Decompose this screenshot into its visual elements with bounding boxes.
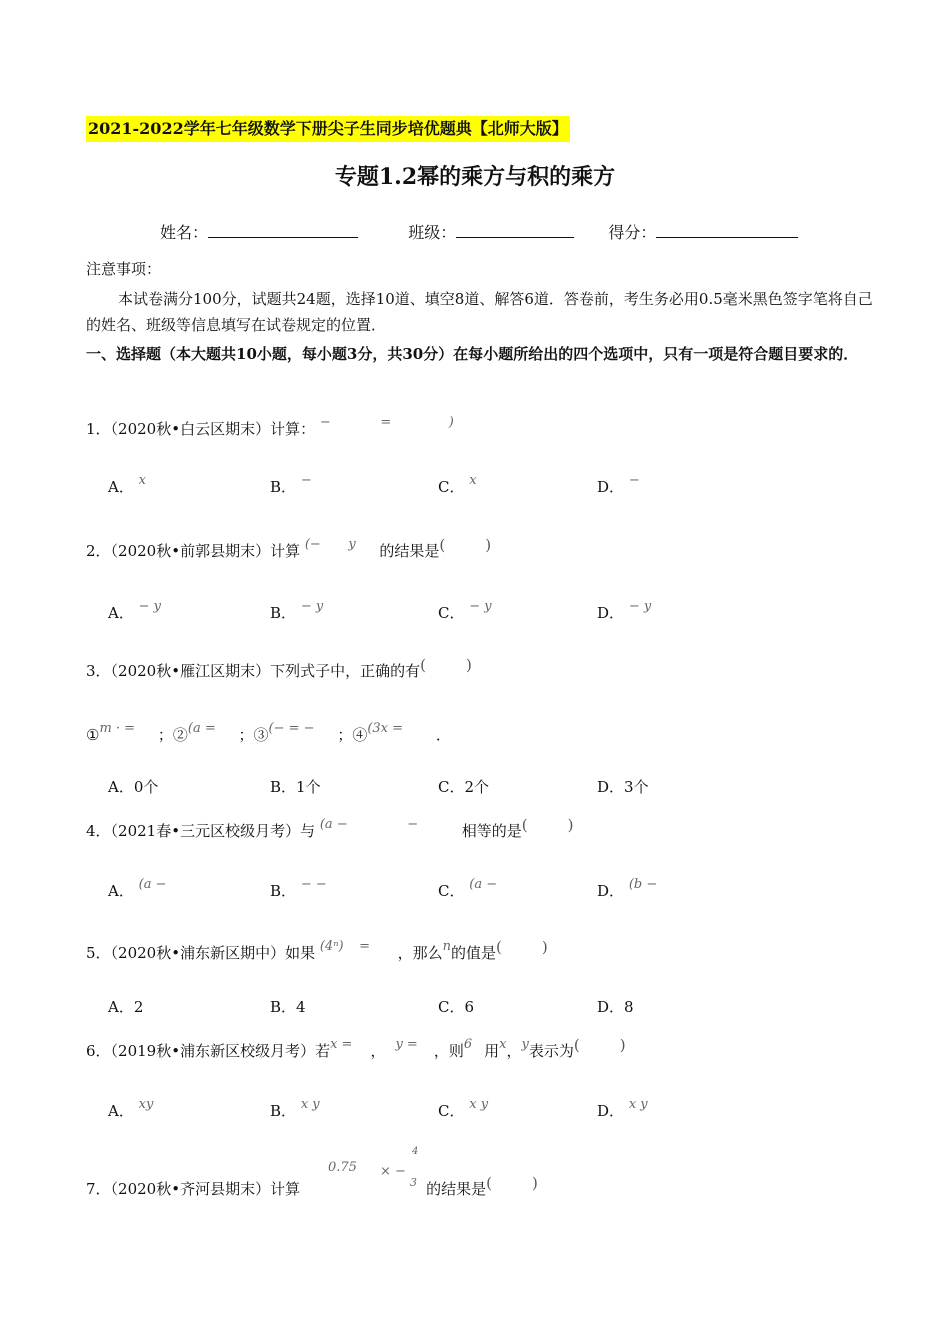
question-2	[86, 536, 492, 561]
option-b[interactable]: B．1个	[270, 778, 321, 796]
math-expr: −	[407, 817, 419, 832]
math-var: x	[499, 1037, 507, 1052]
answer-paren: )	[465, 656, 472, 674]
option-a[interactable]: A．2	[108, 998, 144, 1016]
option-a[interactable]: A． − y	[108, 599, 161, 622]
question-stem: 1．（2020秋•白云区期末）计算：	[86, 420, 316, 438]
math-var: n	[442, 939, 451, 954]
math-expr: y	[348, 537, 356, 552]
math-expr: 3	[410, 1176, 417, 1189]
question-3	[86, 656, 472, 681]
math-expr: =	[380, 415, 392, 430]
question-stem: 2．（2020秋•前郭县期末）计算	[86, 542, 301, 560]
question-tail: 的结果是	[426, 1180, 487, 1198]
math-expr: (−	[304, 537, 321, 552]
section-heading: 一、选择题（本大题共10小题，每小题3分，共30分）在每小题所给出的四个选项中，只有一项是符合题目要求的．	[86, 345, 859, 363]
option-a[interactable]: A． xy	[108, 1097, 154, 1120]
answer-paren: (	[439, 536, 446, 554]
math-expr: (3x =	[367, 721, 404, 736]
notes-text: 本试卷满分100分，试题共24题，选择10道、填空8道、解答6道．答卷前，考生务必用0.5毫米黑色签字笔将自己的姓名、班级等信息填写在试卷规定的位置．	[86, 290, 873, 334]
answer-paren: )	[531, 1174, 538, 1192]
option-a[interactable]: A． (a −	[108, 877, 167, 900]
question-stem: 6．（2019秋•浦东新区校级月考）若	[86, 1042, 331, 1060]
option-d[interactable]: D． − y	[597, 599, 652, 622]
question-stem: 5．（2020秋•浦东新区期中）如果	[86, 944, 316, 962]
option-d[interactable]: D． x y	[597, 1097, 648, 1120]
option-b[interactable]: B． − −	[270, 877, 327, 900]
math-var: y	[521, 1037, 529, 1052]
math-expr: y =	[395, 1037, 418, 1052]
answer-paren: )	[619, 1036, 626, 1054]
math-expr: −	[319, 415, 331, 430]
question-stem: 3．（2020秋•雁江区期末）下列式子中，正确的有	[86, 662, 421, 680]
math-expr: x =	[330, 1037, 353, 1052]
question-5	[86, 938, 548, 963]
answer-paren: (	[521, 816, 528, 834]
math-expr: (4ⁿ)	[319, 939, 344, 954]
score-label: 得分：	[608, 223, 657, 242]
page-title: 专题1.2幂的乘方与积的乘方	[334, 164, 616, 190]
math-expr: m · =	[99, 721, 136, 736]
option-c[interactable]: C． − y	[438, 599, 492, 622]
question-6: 6．（2019秋•浦东新区校级月考）若x = ， y = ，则6 用x，y表示为( )	[86, 1036, 626, 1060]
answer-paren: (	[420, 656, 426, 674]
question-tail: 相等的是	[461, 822, 522, 840]
question-1	[86, 415, 454, 439]
math-expr: 4	[412, 1146, 419, 1157]
math-expr: (a −	[319, 817, 348, 832]
question-tail: 的结果是	[379, 542, 440, 560]
answer-paren: )	[541, 938, 548, 956]
math-expr: (a =	[187, 721, 216, 736]
name-field[interactable]	[208, 223, 358, 238]
question-stem: 4．（2021春•三元区校级月考）与	[86, 822, 316, 840]
answer-paren: (	[486, 1174, 492, 1192]
class-field[interactable]	[456, 223, 574, 238]
math-expr: 0.75	[328, 1160, 357, 1175]
math-expr: =	[359, 939, 371, 954]
answer-paren: (	[495, 938, 502, 956]
question-3-statements: ①m · = ；②(a = ；③(− = − ；④(3x = ．	[86, 721, 451, 744]
option-b[interactable]: B． − y	[270, 599, 324, 622]
notes-title: 注意事项：	[86, 260, 162, 278]
answer-paren: )	[485, 536, 492, 554]
math-var: 6	[463, 1037, 473, 1052]
option-d[interactable]: D． (b −	[597, 877, 658, 900]
option-c[interactable]: C． (a −	[438, 877, 498, 900]
score-field[interactable]	[656, 223, 798, 238]
option-c[interactable]: C． x y	[438, 1097, 489, 1120]
student-info-row	[160, 220, 798, 243]
name-label: 姓名：	[160, 223, 209, 242]
math-expr: (− = −	[268, 721, 315, 736]
option-d[interactable]: D．8	[597, 998, 634, 1016]
option-a[interactable]: A．0个	[108, 778, 159, 796]
notes-body	[86, 286, 876, 338]
question-stem: 7．（2020秋•齐河县期末）计算	[86, 1180, 301, 1198]
math-expr: )	[448, 415, 454, 430]
option-a[interactable]: A． x	[108, 473, 146, 496]
question-7	[86, 1174, 538, 1199]
option-c[interactable]: C． x	[438, 473, 477, 496]
math-expr: × −	[380, 1164, 406, 1179]
option-b[interactable]: B． x y	[270, 1097, 320, 1120]
answer-paren: (	[573, 1036, 580, 1054]
question-tail: 的值是	[450, 944, 496, 962]
option-c[interactable]: C．2个	[438, 778, 490, 796]
option-b[interactable]: B． −	[270, 473, 312, 496]
question-4	[86, 816, 574, 841]
class-label: 班级：	[408, 223, 457, 242]
option-d[interactable]: D． −	[597, 473, 640, 496]
question-tail: ，则	[433, 1042, 464, 1060]
option-d[interactable]: D．3个	[597, 778, 649, 796]
option-c[interactable]: C．6	[438, 998, 475, 1016]
question-tail: ，那么	[397, 944, 443, 962]
answer-paren: )	[567, 816, 574, 834]
header-tag: 2021-2022学年七年级数学下册尖子生同步培优题典【北师大版】	[86, 116, 570, 142]
option-b[interactable]: B．4	[270, 998, 306, 1016]
